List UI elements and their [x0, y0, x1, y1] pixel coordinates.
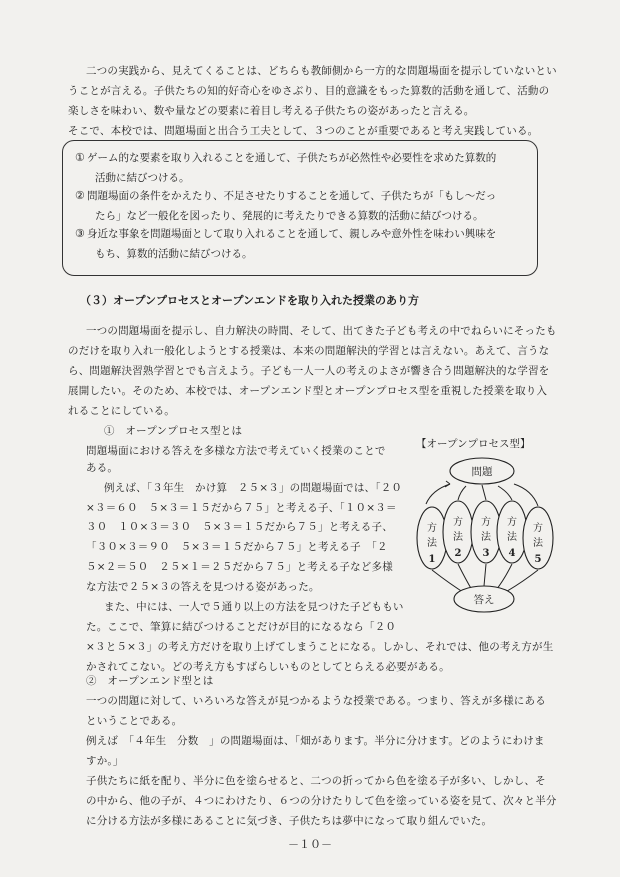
open-process-line5: ３０ １０×３＝３０ ５×３＝１５だから７５」と考える子、 — [86, 521, 393, 533]
box-item-line: ゲーム的な要素を取り入れることを通して、子供たちが必然性や必要性を求めた算数的 — [87, 152, 497, 164]
answer-label: 答え — [473, 594, 495, 606]
box-item-line: 問題場面の条件をかえたり、不足させたりすることを通して、子供たちが「もし～だっ — [87, 190, 497, 202]
box-item-number: ② — [75, 189, 85, 202]
open-process-line11: ×３と５×３」の考え方だけを取り上げてしまうことになる。しかし、それでは、他の考え方が生 — [86, 641, 554, 653]
box-item-number: ① — [75, 151, 85, 164]
box-item-1 — [75, 151, 497, 165]
open-process-line8: な方法で２５×３の答えを見つける姿があった。 — [86, 581, 320, 593]
section-heading: （３）オープンプロセスとオープンエンドを取り入れた授業のあり方 — [80, 294, 420, 307]
method-1-number: 1 — [428, 554, 436, 565]
method-2-char1: 方 — [453, 517, 463, 528]
open-process-diagram — [410, 434, 555, 629]
method-3-number: 3 — [482, 548, 490, 559]
box-item-line: 身近な事象を問題場面として取り入れることを通して、親しみや意外性を味わい興味を — [87, 228, 497, 240]
para1-line3: 楽しさを味わい、数や量などの要素に着目し考える子供たちの姿があったと言える。 — [68, 105, 475, 117]
box-item-2 — [75, 189, 497, 203]
open-end-line6: の中から、他の子が、４つにわけたり、６つの分けたりして色を塗っている姿を見て、次々と半分 — [86, 795, 557, 807]
problem-label: 問題 — [471, 466, 493, 478]
box-item-2-cont: たら」など一般化を図ったり、発展的に考えたりできる算数的活動に結びつける。 — [95, 210, 484, 222]
para2-line5: れることにしている。 — [68, 405, 175, 417]
para2-line4: 展開したい。そのため、本校では、オープンエンド型とオープンプロセス型を重視した授業を取り入 — [68, 385, 548, 397]
open-process-line7: ５×２＝５０ ２５×１＝２５だから７５」と考える子など多様 — [86, 561, 393, 573]
open-process-line12: かされてこない。どの考え方もすばらしいものとしてとらえる必要がある。 — [86, 661, 450, 673]
method-4-char2: 法 — [507, 532, 517, 543]
box-item-number: ③ — [75, 227, 85, 240]
para2-line3: ら、問題解決習熟学習とでも言えよう。子ども一人一人の考えのよさが響き合う問題解決的な学習を — [68, 365, 550, 377]
box-item-3-cont: もち、算数的活動に結びつける。 — [95, 248, 253, 260]
open-process-line10: た。ここで、筆算に結びつけることだけが目的になるなら「２０ — [86, 621, 397, 633]
page-number: －１０－ — [288, 838, 332, 851]
method-5-char1: 方 — [533, 523, 543, 534]
open-process-line9: また、中には、一人で５通り以上の方法を見つけた子どももい — [104, 601, 404, 613]
para1-line2: うことが言える。子供たちの知的好奇心をゆさぶり、目的意識をもった算数的活動を通して、活動の — [68, 85, 550, 97]
method-2-char2: 法 — [453, 532, 463, 543]
open-end-line2: ということである。 — [86, 715, 183, 727]
open-end-line1: 一つの問題に対して、いろいろな答えが見つかるような授業である。つまり、答えが多様にある — [86, 695, 546, 707]
method-3-char1: 方 — [481, 517, 491, 528]
open-process-line2: ある。 — [86, 462, 119, 474]
method-4-char1: 方 — [507, 517, 517, 528]
open-process-line1: 問題場面における答えを多様な方法で考えていく授業のことで — [86, 445, 386, 457]
para1-line4: そこで、本校では、問題場面と出合う工夫として、３つのことが重要であると考え実践している。 — [68, 125, 539, 137]
open-end-line7: に分ける方法が多様にあることに気づき、子供たちは夢中になって取り組んでいた。 — [86, 815, 493, 827]
diagram-svg — [410, 434, 555, 629]
para2-line1: 一つの問題場面を提示し、自力解決の時間、そして、出てきた子ども考えの中でねらいにそったも — [86, 325, 557, 337]
method-1-char1: 方 — [427, 523, 437, 534]
subheading-open-end: ② オープンエンド型とは — [86, 675, 214, 687]
method-3-char2: 法 — [481, 532, 491, 543]
para1-line1: 二つの実践から、見えてくることは、どちらも教師側から一方的な問題場面を提示していないとい — [86, 65, 557, 77]
method-4-number: 4 — [508, 548, 516, 559]
method-5-number: 5 — [534, 554, 542, 565]
open-end-line4: すか。」 — [86, 755, 124, 767]
open-process-line4: ×３＝６０ ５×３＝１５だから７５」と考える子、「１０×３＝ — [86, 502, 397, 514]
method-1-char2: 法 — [427, 538, 437, 549]
method-5-char2: 法 — [533, 538, 543, 549]
subheading-open-process: ① オープンプロセス型とは — [104, 425, 243, 437]
box-item-3 — [75, 227, 497, 241]
open-end-line3: 例えば 「４年生 分数 」の問題場面は、「畑があります。半分に分けます。どのようにわけま — [86, 735, 545, 747]
method-2-number: 2 — [454, 548, 462, 559]
open-end-line5: 子供たちに紙を配り、半分に色を塗らせると、二つの折ってから色を塗る子が多い、しかし、そ — [86, 775, 546, 787]
box-item-1-cont: 活動に結びつける。 — [95, 172, 190, 184]
diagram-title: 【オープンプロセス型】 — [416, 438, 531, 450]
open-process-line6: 「３０×３＝９０ ５×３＝１５だから７５」と考える子 「２ — [86, 541, 388, 553]
para2-line2: のだけを取り入れ一般化しようとする授業は、本来の問題解決的学習とは言えない。あえて、言うな — [68, 345, 550, 357]
open-process-line3: 例えば、「３年生 かけ算 ２５×３」の問題場面では、「２０ — [104, 482, 403, 494]
points-box — [62, 140, 538, 276]
